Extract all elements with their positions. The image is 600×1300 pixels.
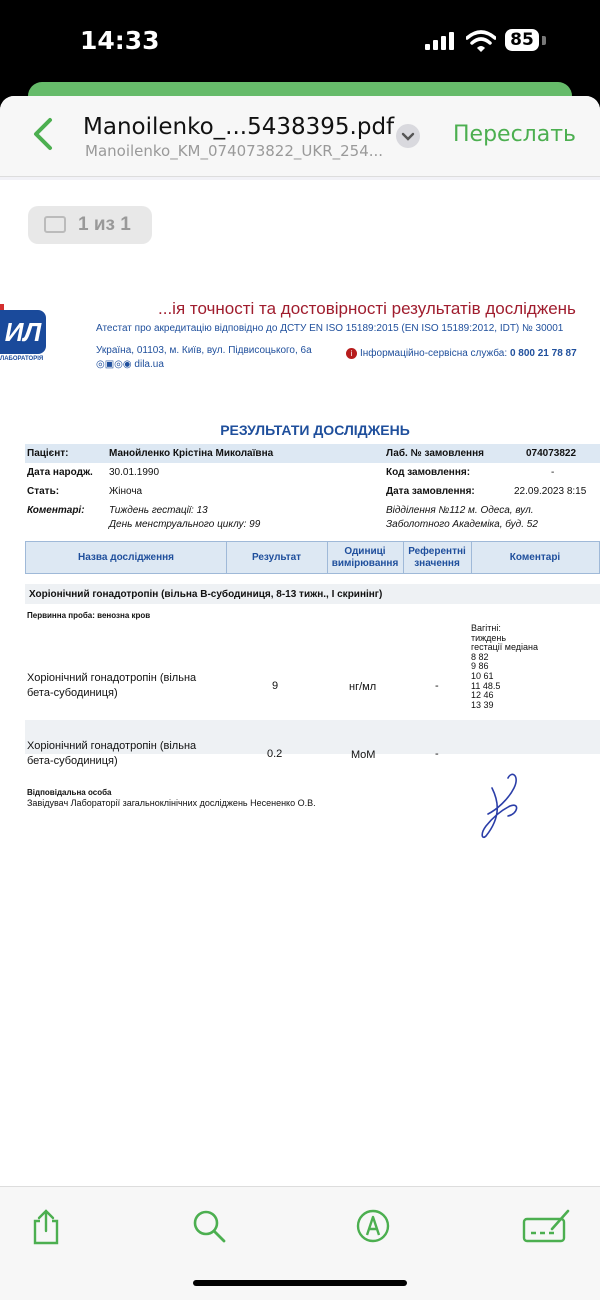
- pdf-page[interactable]: [0, 180, 600, 1186]
- order-date-value: 22.09.2023 8:15: [514, 486, 587, 497]
- comment-line-2: День менструального циклу: 99: [109, 519, 261, 530]
- sample-type: Первинна проба: венозна кров: [27, 611, 151, 620]
- row2-unit: MoM: [351, 749, 376, 761]
- row1-comment: [471, 624, 538, 710]
- info-icon: i: [346, 348, 357, 359]
- ref-line: 13 39: [471, 699, 494, 710]
- nav-bar: [0, 96, 600, 177]
- service-label: Інформаційно-сервісна служба:: [360, 348, 508, 360]
- ref-line: Вагітні:: [471, 623, 501, 633]
- results-table-header: [25, 541, 600, 574]
- social-icons: ◎▣◎◉: [96, 359, 132, 370]
- order-code-label: Код замовлення:: [386, 467, 471, 478]
- comments-row: [25, 501, 600, 537]
- lab-website: [96, 359, 164, 370]
- order-code-value: -: [551, 467, 555, 478]
- lab-address: Україна, 01103, м. Київ, вул. Підвисоцького, 6а: [96, 345, 312, 356]
- sex-label: Стать:: [27, 486, 60, 497]
- row2-name-line2: бета-субодиниця): [27, 755, 118, 767]
- patient-info: [25, 444, 600, 537]
- ref-line: 8 82: [471, 651, 489, 662]
- report-title: РЕЗУЛЬТАТИ ДОСЛІДЖЕНЬ: [220, 422, 410, 438]
- lab-order-value: 074073822: [526, 448, 577, 459]
- ref-line: 12 46: [471, 690, 494, 701]
- file-name-title[interactable]: Manoilenko_...5438395.pdf: [83, 114, 395, 140]
- service-phone: 0 800 21 78 87: [509, 348, 577, 360]
- section-title: [25, 584, 600, 604]
- ref-line: гестації медіана: [471, 642, 538, 653]
- chevron-down-icon: [396, 124, 420, 148]
- home-indicator[interactable]: [193, 1280, 407, 1286]
- ref-line: 9 86: [471, 661, 489, 672]
- website-text: dila.ua: [134, 359, 164, 370]
- page-indicator: [28, 206, 152, 244]
- page-indicator-text: 1 из 1: [78, 214, 131, 235]
- ref-line: 10 61: [471, 670, 494, 681]
- service-line: [346, 348, 577, 359]
- forward-button[interactable]: Переслать: [453, 122, 576, 147]
- comments-label: Коментарі:: [27, 505, 85, 516]
- row1-unit: нг/мл: [349, 681, 377, 693]
- patient-row: [25, 444, 600, 463]
- branch-line-2: Заболотного Академіка, буд. 52: [386, 519, 538, 530]
- branch-line-1: Відділення №112 м. Одеса, вул.: [386, 505, 534, 516]
- order-date-label: Дата замовлення:: [386, 486, 475, 497]
- search-icon[interactable]: [192, 1209, 226, 1243]
- col-header-unit: Одиниці вимірювання: [327, 542, 404, 573]
- dob-value: 30.01.1990: [109, 467, 160, 478]
- status-bar: [0, 0, 600, 80]
- row1-result: 9: [272, 680, 279, 692]
- patient-label: Пацієнт:: [27, 448, 69, 459]
- row2-name-line1: Хоріонічний гонадотропін (вільна: [27, 740, 197, 752]
- battery-nub: [542, 36, 546, 45]
- row1-name-line2: бета-субодиниця): [27, 687, 118, 699]
- comment-line-1: Тиждень гестації: 13: [109, 505, 208, 516]
- file-full-name: Manoilenko_KM_074073822_UKR_254...: [85, 142, 384, 160]
- ref-line: тиждень: [471, 632, 507, 643]
- status-time: 14:33: [80, 26, 160, 55]
- markup-icon[interactable]: [356, 1209, 390, 1243]
- col-header-name: Назва дослідження: [26, 542, 227, 573]
- patient-name: Манойленко Крістіна Миколаївна: [109, 448, 274, 459]
- col-header-result: Результат: [226, 542, 328, 573]
- responsible-name: Завідувач Лабораторії загальноклінічних досліджень Несененко О.В.: [27, 798, 316, 808]
- col-header-reference: Референтні значення: [403, 542, 472, 573]
- lab-logo: ИЛ: [0, 310, 46, 354]
- wifi-icon: [466, 30, 496, 52]
- lab-logo-subtitle: ЛАБОРАТОРІЯ: [0, 356, 44, 362]
- pdf-viewer-sheet: [0, 96, 600, 1300]
- row1-name-line1: Хоріонічний гонадотропін (вільна: [27, 672, 197, 684]
- section-title-text: Хоріонічний гонадотропін (вільна B-субодиниця, 8-13 тижн., I скринінг): [29, 589, 383, 600]
- back-chevron-icon[interactable]: [30, 116, 56, 152]
- title-menu-button[interactable]: [396, 124, 420, 148]
- row2-result: 0.2: [267, 748, 283, 760]
- dob-row: [25, 463, 600, 482]
- ref-line: 11 48.5: [471, 680, 501, 691]
- sex-row: [25, 482, 600, 501]
- lab-header-title: ...ія точності та достовірності результатів досліджень: [158, 299, 576, 318]
- signature-image: [478, 770, 526, 842]
- responsible-title: Відповідальна особа: [27, 788, 112, 797]
- row2-reference: -: [435, 748, 439, 760]
- signature-icon[interactable]: [522, 1209, 570, 1243]
- cellular-signal-icon: [425, 32, 455, 50]
- row1-reference: -: [435, 680, 439, 692]
- sex-value: Жіноча: [109, 486, 143, 497]
- col-header-comments: Коментарі: [509, 551, 561, 563]
- lab-order-label: Лаб. № замовлення: [386, 448, 484, 459]
- battery-level: 85: [505, 29, 539, 51]
- accreditation-text: Атестат про акредитацію відповідно до ДСТУ EN ISO 15189:2015 (EN ISO 15189:2012, IDT) № 30001: [96, 323, 564, 334]
- sidebar-icon: [44, 216, 66, 233]
- dob-label: Дата народж.: [27, 467, 93, 478]
- share-icon[interactable]: [30, 1209, 62, 1245]
